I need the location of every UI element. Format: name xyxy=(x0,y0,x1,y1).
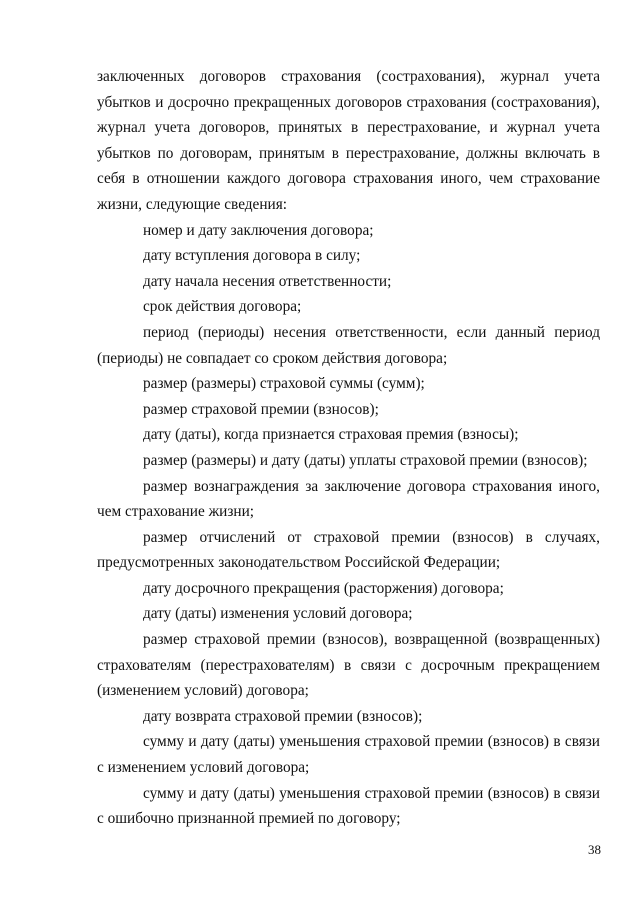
list-item: срок действия договора; xyxy=(143,298,302,316)
list-item: сумму и дату (даты) уменьшения страховой премии (взносов) в связи с ошибочно признанной премией по договору; xyxy=(97,784,600,828)
list-item: номер и дату заключения договора; xyxy=(143,221,374,239)
page-number: 38 xyxy=(588,842,601,857)
list-item: период (периоды) несения ответственности, если данный период (периоды) не совпадает со сроком действия договора; xyxy=(97,323,600,367)
paragraph-intro: заключенных договоров страхования (сострахования), журнал учета убытков и досрочно прекращенных договоров страхования (сострахования), журнал учета договоров, принятых в перестрахование, и журнал учета убытков по договорам, принятым в перестрахование, должны включать в себя в отношении каждого договора страхования иного, чем страхование жизни, следующие сведения: xyxy=(97,68,600,213)
list-item: дату досрочного прекращения (расторжения) договора; xyxy=(143,579,504,597)
list-item: дату (даты) изменения условий договора; xyxy=(143,605,413,623)
list-item: размер (размеры) и дату (даты) уплаты страховой премии (взносов); xyxy=(143,451,588,469)
list-item: размер вознаграждения за заключение договора страхования иного, чем страхование жизни; xyxy=(97,477,600,521)
list-item: дату вступления договора в силу; xyxy=(143,247,361,265)
document-body xyxy=(97,64,600,832)
list-item: размер отчислений от страховой премии (взносов) в случаях, предусмотренных законодательством Российской Федерации; xyxy=(97,528,600,572)
list-item: дату начала несения ответственности; xyxy=(143,272,392,290)
list-item: сумму и дату (даты) уменьшения страховой премии (взносов) в связи с изменением условий договора; xyxy=(97,733,600,777)
list-item: дату возврата страховой премии (взносов); xyxy=(143,707,423,725)
list-item: размер страховой премии (взносов); xyxy=(143,400,379,418)
list-item: размер страховой премии (взносов), возвращенной (возвращенных) страхователям (перестрахователям) в связи с досрочным прекращением (изменением условий) договора; xyxy=(97,631,600,700)
list-item: дату (даты), когда признается страховая премия (взносы); xyxy=(143,426,519,444)
list-item: размер (размеры) страховой суммы (сумм); xyxy=(143,375,425,393)
